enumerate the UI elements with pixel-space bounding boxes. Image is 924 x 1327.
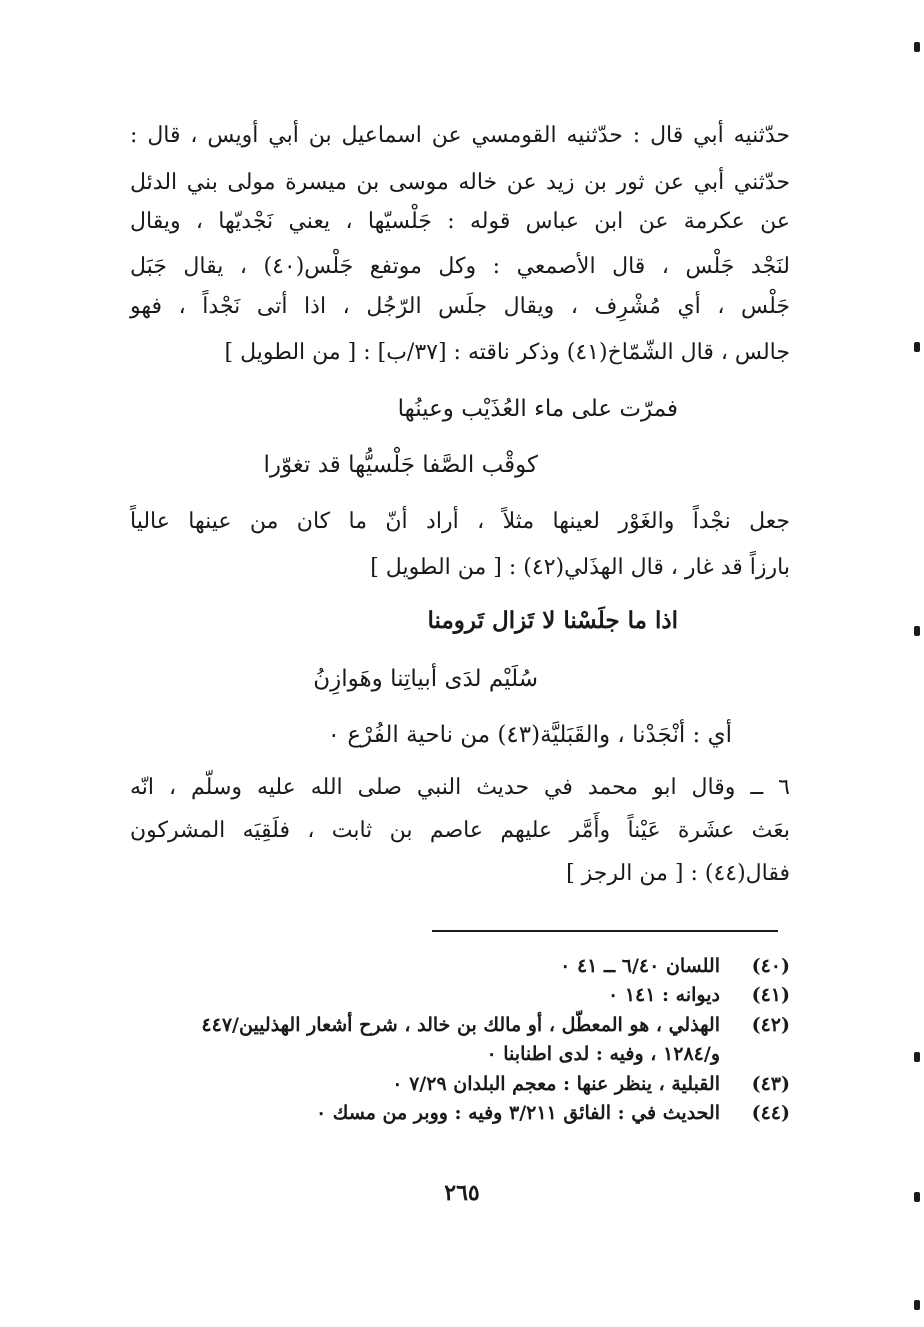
scan-margin-mark: [914, 42, 920, 52]
page-number: ٢٦٥: [444, 1180, 480, 1206]
footnote-text: الحديث في : الفائق ٣/٢١١ وفيه : ووبر من مسك ٠: [315, 1102, 720, 1124]
footnote-number: (٤٢): [751, 1014, 790, 1036]
footnote-number: (٤٤): [751, 1102, 790, 1124]
footnote-separator: [432, 930, 778, 932]
body-line: فقال(٤٤) : [ من الرجز ]: [566, 861, 790, 886]
verse-hemistich: سُلَيْم لدَى أبياتِنا وهَوازِنُ: [313, 666, 538, 692]
body-line: عن عكرمة عن ابن عباس قوله : جَلْسيّها ، يعني نَجْديّها ، ويقال: [130, 209, 790, 234]
footnote-text: اللسان ٦/٤٠ ــ ٤١ ٠: [560, 955, 720, 977]
scan-margin-mark: [914, 342, 920, 352]
body-line: لنَجْد جَلْس ، قال الأصمعي : وكل موتفع جَلْس(٤٠) ، يقال جَبَل: [130, 254, 790, 279]
body-line: حدّثنيه أبي قال : حدّثنيه القومسي عن اسماعيل بن أبي أويس ، قال :: [130, 123, 790, 148]
footnote-text: القبلية ، ينظر عنها : معجم البلدان ٧/٢٩ ٠: [392, 1073, 720, 1095]
body-line: جالس ، قال الشّمّاخ(٤١) وذكر ناقته : [٣٧/ب] : [ من الطويل ]: [224, 340, 790, 365]
footnote-text: الهذلي ، هو المعطّل ، أو مالك بن خالد ، شرح أشعار الهذليين/٤٤٧: [201, 1014, 720, 1036]
verse-explanation: أي : أنْجَدْنا ، والقَبَليَّة(٤٣) من ناحية الفُرْع ٠: [327, 722, 732, 748]
verse-hemistich: كوقْب الصَّفا جَلْسيُّها قد تغوّرا: [263, 452, 538, 478]
body-line: بارزاً قد غار ، قال الهذَلي(٤٢) : [ من الطويل ]: [370, 555, 790, 580]
scan-margin-mark: [914, 1192, 920, 1202]
verse-hemistich: اذا ما جلَسْنا لا تَزال تَرومنا: [427, 607, 678, 634]
footnote-text: ديوانه : ١٤١ ٠: [607, 984, 720, 1006]
verse-hemistich: فمرّت على ماء العُذَيْب وعينُها: [397, 396, 678, 422]
body-line: ٦ ــ وقال ابو محمد في حديث النبي صلى الله عليه وسلّم ، انّه: [130, 775, 790, 800]
footnote-text: و/١٢٨٤ ، وفيه : لدى اطنابنا ٠: [486, 1043, 720, 1065]
scan-margin-mark: [914, 1052, 920, 1062]
scan-margin-mark: [914, 626, 920, 636]
footnote-number: (٤٣): [751, 1073, 790, 1095]
scan-margin-mark: [914, 1300, 920, 1310]
footnote-number: (٤١): [751, 984, 790, 1006]
body-line: بعَث عشَرة عَيْناً وأَمَّر عليهم عاصم بن ثابت ، فلَقِيَه المشركون: [130, 818, 790, 843]
body-line: جَلْس ، أي مُشْرِف ، ويقال جلَس الرّجُل ، اذا أتى نَجْداً ، فهو: [130, 294, 790, 319]
body-line: حدّثني أبي عن ثور بن زيد عن خاله موسى بن ميسرة مولى بني الدئل: [130, 170, 790, 195]
footnote-number: (٤٠): [751, 955, 790, 977]
body-line: جعل نجْداً والغَوْر لعينها مثلاً ، أراد أنّ ما كان من عينها عالياً: [130, 509, 790, 534]
